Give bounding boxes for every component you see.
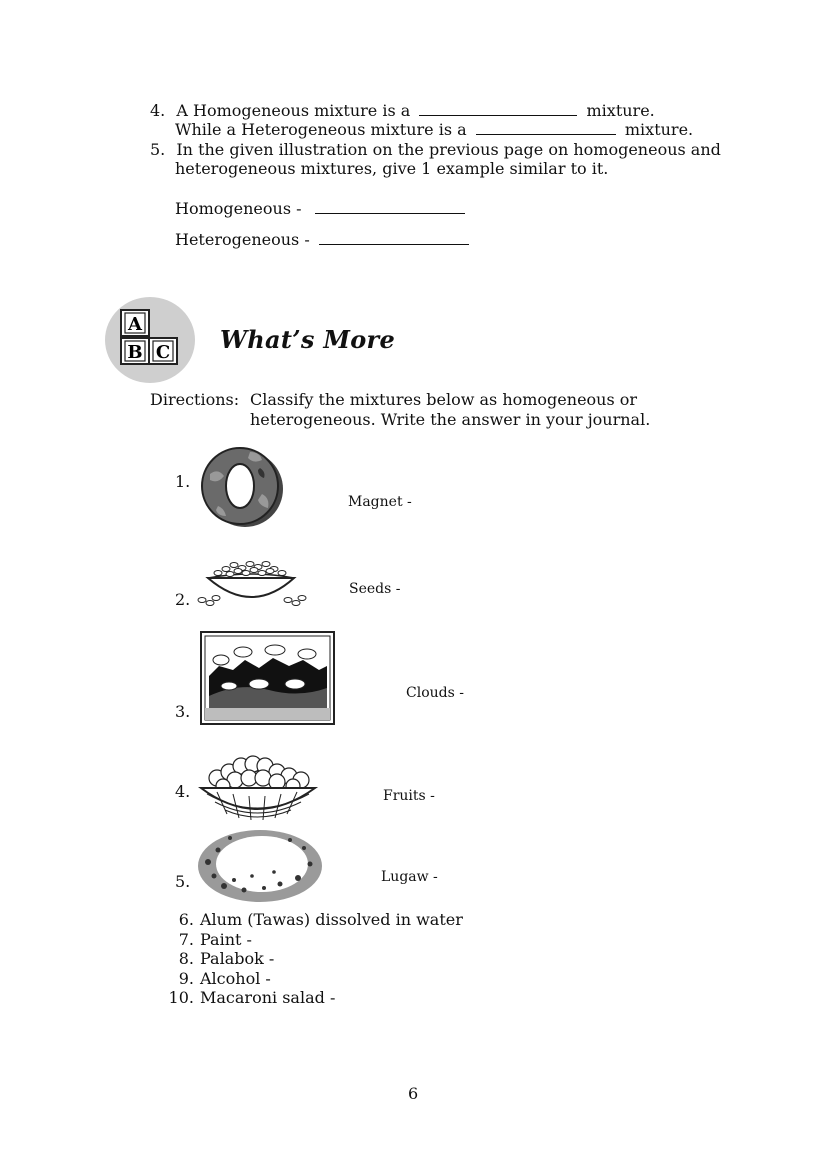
clouds-landscape-icon [199,630,336,726]
homogeneous-blank[interactable] [315,200,465,214]
list-item [168,988,463,1008]
section-title: What’s More [220,325,396,354]
item-number: 9. [178,968,194,988]
abc-blocks-icon [104,296,196,384]
question-5-line-2: heterogeneous mixtures, give 1 example similar to it. [175,159,609,178]
item-label: Fruits - [383,788,435,804]
block-letter-b: B [127,342,143,363]
item-text: Palabok - [200,949,275,969]
question-4-line-2 [175,120,693,139]
question-number: 5. [150,140,166,159]
block-letter-c: C [155,342,171,363]
question-number: 4. [150,101,166,120]
item-label: Seeds - [349,581,401,597]
directions-label: Directions: [150,390,240,409]
list-item [168,949,463,969]
item-number: 7. [178,929,194,949]
list-item [168,910,463,930]
answer-blank[interactable] [419,102,577,116]
homogeneous-answer-line [175,199,465,218]
item-text: Macaroni salad - [200,988,336,1008]
item-number: 10. [168,988,194,1008]
page-number: 6 [408,1084,419,1103]
question-text-after: mixture. [586,101,655,120]
item-number: 4. [175,782,191,801]
block-letter-a: A [128,314,142,335]
item-number: 3. [175,702,191,721]
directions-line-2: heterogeneous. Write the answer in your journal. [250,410,651,429]
list-item [168,969,463,989]
fruit-basket-icon [197,752,319,824]
homogeneous-label: Homogeneous - [175,199,302,218]
question-text: A Homogeneous mixture is a [176,101,411,120]
item-label: Lugaw - [381,869,438,885]
item-text: Alcohol - [200,968,271,988]
heterogeneous-label: Heterogeneous - [175,230,310,249]
magnet-icon [200,444,286,530]
item-label: Clouds - [406,685,464,701]
list-item [168,930,463,950]
item-number: 1. [175,472,191,491]
item-text: Paint - [200,929,252,949]
item-number: 8. [178,949,194,969]
answer-blank[interactable] [476,121,616,135]
heterogeneous-answer-line [175,230,469,249]
heterogeneous-blank[interactable] [319,231,469,245]
item-number: 5. [175,872,191,891]
item-label: Magnet - [348,494,412,510]
lugaw-bowl-icon [194,826,326,904]
item-number: 2. [175,590,191,609]
question-text-after: mixture. [624,120,694,139]
question-text: In the given illustration on the previous page on homogeneous and [176,140,721,159]
question-text: While a Heterogeneous mixture is a [175,120,467,139]
text-items-list [168,910,463,1008]
seeds-bowl-icon [194,556,310,610]
directions-line-1: Classify the mixtures below as homogeneous or [250,390,638,409]
question-4-line-1 [150,101,655,120]
item-text: Alum (Tawas) dissolved in water [200,910,463,929]
item-number: 6. [178,910,194,929]
question-5-line-1 [150,140,721,159]
